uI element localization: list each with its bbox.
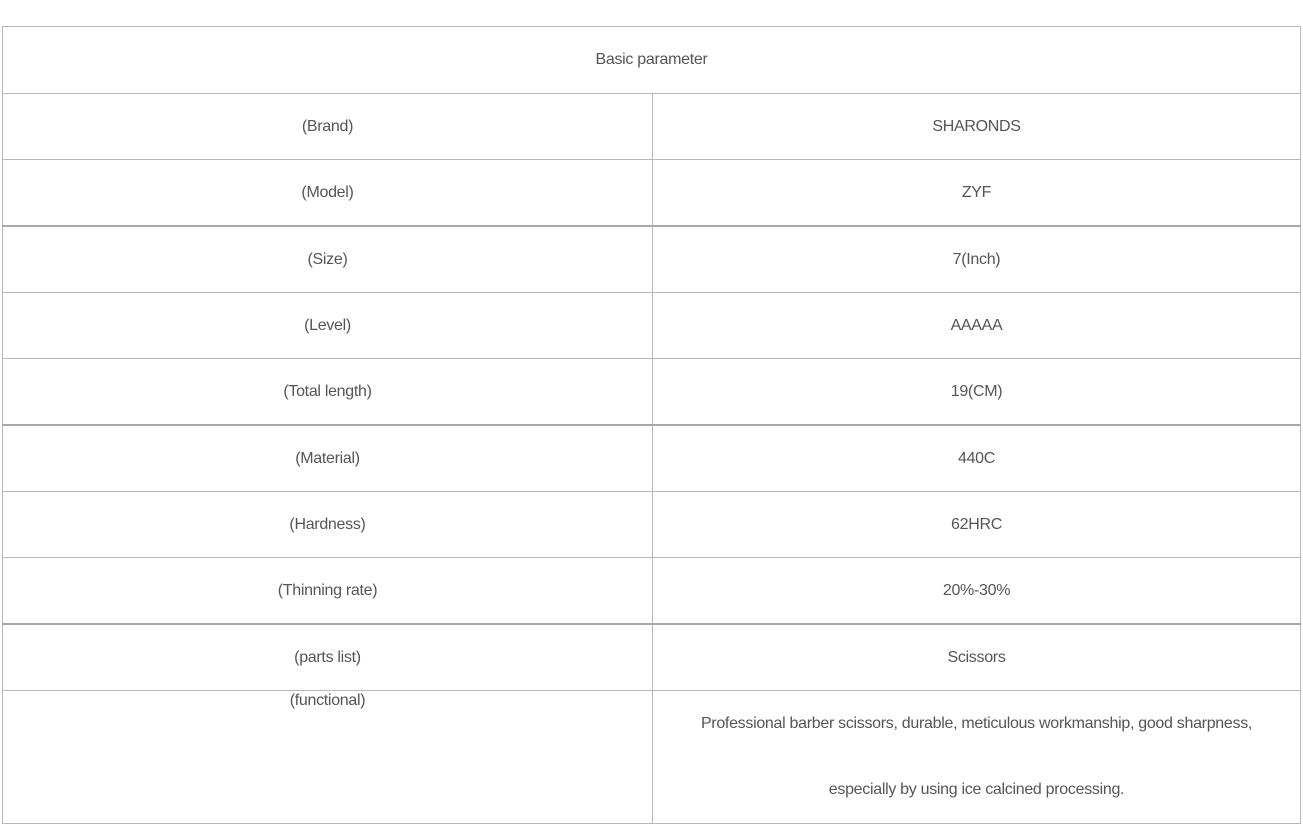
row-value-total-length: 19(CM): [653, 359, 1301, 426]
row-label-model: (Model): [3, 160, 653, 227]
row-value-material: 440C: [653, 425, 1301, 492]
row-label-size: (Size): [3, 226, 653, 293]
row-label-brand: (Brand): [3, 94, 653, 160]
table-row: [3, 359, 1301, 426]
table-row: [3, 691, 1301, 824]
table-header-row: [3, 27, 1301, 94]
row-value-brand: SHARONDS: [653, 94, 1301, 160]
functional-line-2: especially by using ice calcined processing.: [828, 781, 1125, 798]
row-label-material: (Material): [3, 425, 653, 492]
row-label-parts-list: (parts list): [3, 624, 653, 691]
row-label-hardness: (Hardness): [3, 492, 653, 558]
row-label-functional: (functional): [3, 691, 653, 824]
row-value-hardness: 62HRC: [653, 492, 1301, 558]
row-value-parts-list: Scissors: [653, 624, 1301, 691]
row-value-model: ZYF: [653, 160, 1301, 227]
table-row: [3, 624, 1301, 691]
table-row: [3, 558, 1301, 625]
row-label-thinning-rate: (Thinning rate): [3, 558, 653, 625]
functional-line-1: Professional barber scissors, durable, meticulous workmanship, good sharpness,: [700, 715, 1253, 732]
basic-parameter-table: [2, 26, 1301, 824]
row-value-functional: [653, 691, 1301, 824]
table-title: Basic parameter: [3, 27, 1301, 94]
row-value-thinning-rate: 20%-30%: [653, 558, 1301, 625]
table-row: [3, 226, 1301, 293]
row-label-total-length: (Total length): [3, 359, 653, 426]
table-row: [3, 425, 1301, 492]
table-row: [3, 94, 1301, 160]
row-value-size: 7(Inch): [653, 226, 1301, 293]
row-label-level: (Level): [3, 293, 653, 359]
table-row: [3, 492, 1301, 558]
row-value-level: AAAAA: [653, 293, 1301, 359]
table-row: [3, 160, 1301, 227]
table-row: [3, 293, 1301, 359]
